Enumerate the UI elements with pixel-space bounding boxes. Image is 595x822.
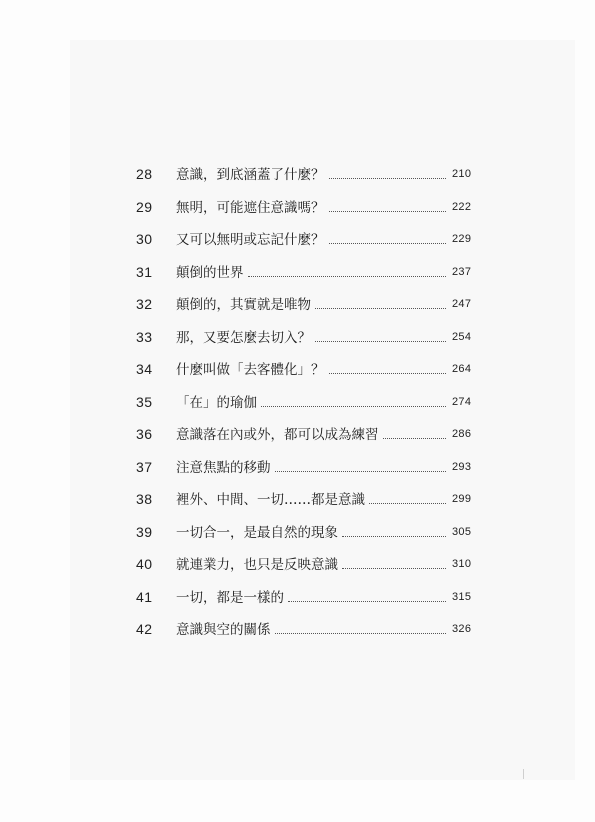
toc-entry[interactable]	[0, 455, 595, 479]
toc-entry-page: 229	[452, 233, 472, 245]
toc-entry-title: 那，又要怎麼去切入？	[176, 329, 311, 346]
dot-leader	[329, 177, 447, 179]
dot-leader	[369, 502, 446, 504]
toc-entry-page: 274	[452, 395, 472, 408]
dot-leader	[261, 405, 446, 407]
dot-leader	[383, 437, 447, 439]
toc-entry-page: 247	[452, 298, 472, 310]
toc-entry[interactable]	[0, 585, 595, 609]
toc-entry-title: 顛倒的世界	[176, 264, 244, 281]
toc-entry[interactable]	[0, 422, 595, 446]
toc-entry-title: 一切，都是一樣的	[176, 589, 284, 606]
toc-entry[interactable]	[0, 260, 595, 284]
dot-leader	[329, 210, 447, 212]
toc-entry-number: 41	[136, 588, 153, 605]
toc-entry-title: 顛倒的，其實就是唯物	[176, 297, 311, 313]
toc-entry[interactable]	[0, 520, 595, 544]
toc-entry-page: 326	[452, 623, 472, 635]
toc-entry-page: 286	[452, 428, 472, 440]
toc-entry-number: 30	[136, 231, 153, 247]
toc-entry-title: 「在」的瑜伽	[176, 394, 257, 411]
dot-leader	[288, 600, 446, 602]
toc-entry-title: 注意焦點的移動	[176, 459, 271, 476]
toc-entry-title: 一切合一，是最自然的現象	[176, 524, 338, 541]
dot-leader	[342, 535, 446, 537]
toc-entry[interactable]	[0, 162, 595, 186]
toc-entry-number: 33	[136, 328, 153, 345]
toc-entry-number: 42	[136, 621, 153, 637]
toc-entry-title: 意識，到底涵蓋了什麼？	[176, 167, 325, 183]
toc-entry-number: 32	[136, 296, 153, 312]
dot-leader	[248, 275, 447, 277]
toc-entry-title: 就連業力，也只是反映意識	[176, 557, 338, 573]
toc-entry-number: 36	[136, 426, 153, 442]
dot-leader	[275, 470, 447, 472]
toc-entry-title: 無明，可能遮住意識嗎？	[176, 199, 325, 216]
dot-leader	[315, 340, 446, 342]
toc-entry-number: 31	[136, 263, 153, 280]
dot-leader	[315, 307, 446, 309]
toc-entry-page: 222	[452, 200, 472, 213]
toc-entry-number: 38	[136, 491, 153, 507]
toc-entry[interactable]	[0, 292, 595, 316]
toc-entry-page: 237	[452, 265, 472, 278]
toc-entry-page: 305	[452, 525, 472, 538]
toc-entry-number: 28	[136, 166, 153, 182]
toc-entry-page: 210	[452, 168, 472, 180]
toc-entry-page: 315	[452, 590, 472, 603]
toc-entry[interactable]	[0, 552, 595, 576]
toc-entry[interactable]	[0, 357, 595, 381]
toc-entry-number: 40	[136, 556, 153, 572]
toc-entry-number: 35	[136, 393, 153, 410]
toc-entry[interactable]	[0, 390, 595, 414]
toc-entry-number: 37	[136, 458, 153, 475]
toc-entry-number: 29	[136, 198, 153, 215]
dot-leader	[342, 567, 446, 569]
toc-entry-title: 什麼叫做「去客體化」？	[176, 362, 325, 378]
scan-artifact	[523, 769, 524, 779]
dot-leader	[329, 372, 447, 374]
toc-entry-page: 254	[452, 330, 472, 343]
toc-entry[interactable]	[0, 227, 595, 251]
toc-entry-page: 299	[452, 493, 472, 505]
toc-entry-page: 264	[452, 363, 472, 375]
toc-entry[interactable]	[0, 487, 595, 511]
dot-leader	[329, 242, 447, 244]
toc-entry-title: 意識與空的關係	[176, 622, 271, 638]
toc-entry-number: 39	[136, 523, 153, 540]
toc-entry-page: 293	[452, 460, 472, 473]
toc-entry-title: 又可以無明或忘記什麼？	[176, 232, 325, 248]
toc-entry-title: 裡外、中間、一切……都是意識	[176, 492, 365, 508]
toc-entry-page: 310	[452, 558, 472, 570]
toc-entry[interactable]	[0, 617, 595, 641]
toc-entry[interactable]	[0, 195, 595, 219]
toc-entry-title: 意識落在內或外，都可以成為練習	[176, 427, 379, 443]
toc-entry[interactable]	[0, 325, 595, 349]
toc-entry-number: 34	[136, 361, 153, 377]
dot-leader	[275, 632, 447, 634]
